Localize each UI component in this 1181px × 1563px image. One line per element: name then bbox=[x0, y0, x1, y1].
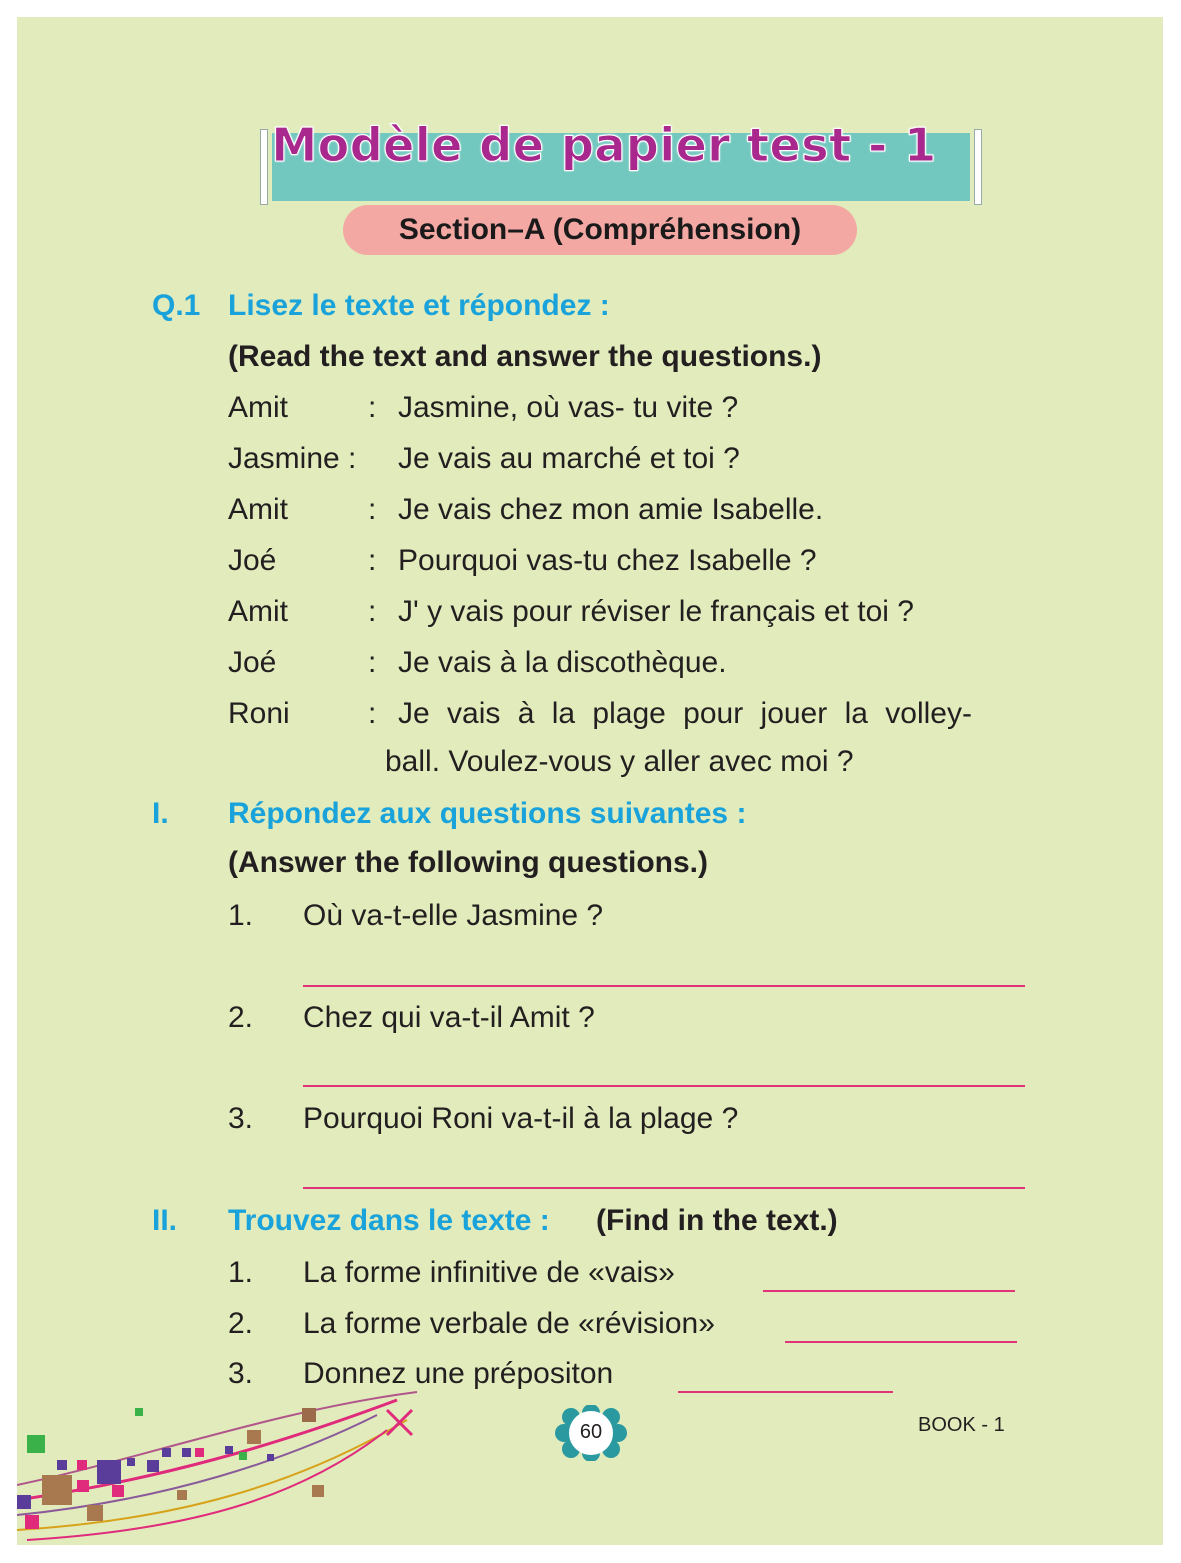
dialogue-colon: : bbox=[368, 391, 377, 424]
item-text: Donnez une prépositon bbox=[303, 1357, 614, 1390]
item-number: 1. bbox=[228, 1256, 254, 1289]
dialogue-line: Jasmine, où vas- tu vite ? bbox=[398, 391, 739, 424]
dialogue-speaker: Joé bbox=[228, 646, 277, 679]
dialogue-speaker: Amit bbox=[228, 391, 288, 424]
dialogue-line: J' y vais pour réviser le français et toi ? bbox=[398, 595, 914, 628]
answer-line[interactable] bbox=[303, 1187, 1025, 1189]
question-text: Chez qui va-t-il Amit ? bbox=[303, 1001, 595, 1034]
dialogue-line: Je vais à la plage pour jouer la volley- bbox=[398, 697, 972, 730]
question-text: Pourquoi Roni va-t-il à la plage ? bbox=[303, 1102, 739, 1135]
dialogue-speaker: Amit bbox=[228, 595, 288, 628]
question-number: 2. bbox=[228, 1001, 254, 1034]
part2-instruction-en: (Find in the text.) bbox=[596, 1204, 838, 1237]
dialogue-colon: : bbox=[368, 544, 377, 577]
dialogue-speaker: Amit bbox=[228, 493, 288, 526]
answer-line[interactable] bbox=[303, 1085, 1025, 1087]
answer-line[interactable] bbox=[303, 985, 1025, 987]
part1-instruction-en: (Answer the following questions.) bbox=[228, 846, 708, 879]
part-number: II. bbox=[152, 1204, 178, 1237]
book-label: BOOK - 1 bbox=[918, 1414, 1005, 1436]
dialogue-speaker: Jasmine : bbox=[228, 442, 357, 475]
part1-instruction-fr: Répondez aux questions suivantes : bbox=[228, 797, 747, 830]
q1-instruction-fr: Lisez le texte et répondez : bbox=[228, 289, 610, 322]
dialogue-colon: : bbox=[368, 646, 377, 679]
section-heading: Section–A (Compréhension) bbox=[343, 205, 857, 255]
answer-line[interactable] bbox=[785, 1341, 1017, 1343]
decorative-corner-graphic bbox=[17, 1390, 437, 1545]
question-number: Q.1 bbox=[152, 289, 201, 322]
answer-line[interactable] bbox=[763, 1290, 1015, 1292]
question-number: 1. bbox=[228, 899, 254, 932]
dialogue-speaker: Roni bbox=[228, 697, 290, 730]
part2-instruction-fr: Trouvez dans le texte : bbox=[228, 1204, 550, 1237]
dialogue-speaker: Joé bbox=[228, 544, 277, 577]
dialogue-colon: : bbox=[368, 493, 377, 526]
question-number: 3. bbox=[228, 1102, 254, 1135]
question-text: Où va-t-elle Jasmine ? bbox=[303, 899, 604, 932]
dialogue-line: Je vais chez mon amie Isabelle. bbox=[398, 493, 824, 526]
q1-instruction-en: (Read the text and answer the questions.) bbox=[228, 340, 822, 373]
page-number: 60 bbox=[579, 1421, 603, 1443]
part-number: I. bbox=[152, 797, 169, 830]
dialogue-colon: : bbox=[368, 595, 377, 628]
page-title: Modèle de papier test - 1 bbox=[271, 118, 937, 172]
dialogue-colon: : bbox=[368, 697, 377, 730]
dialogue-line-continued: ball. Voulez-vous y aller avec moi ? bbox=[385, 745, 854, 778]
dialogue-line: Pourquoi vas-tu chez Isabelle ? bbox=[398, 544, 817, 577]
item-number: 3. bbox=[228, 1357, 254, 1390]
item-number: 2. bbox=[228, 1307, 254, 1340]
dialogue-line: Je vais au marché et toi ? bbox=[398, 442, 740, 475]
item-text: La forme infinitive de «vais» bbox=[303, 1256, 675, 1289]
item-text: La forme verbale de «révision» bbox=[303, 1307, 715, 1340]
answer-line[interactable] bbox=[678, 1391, 893, 1393]
title-banner-right-edge bbox=[974, 129, 982, 205]
dialogue-line: Je vais à la discothèque. bbox=[398, 646, 727, 679]
